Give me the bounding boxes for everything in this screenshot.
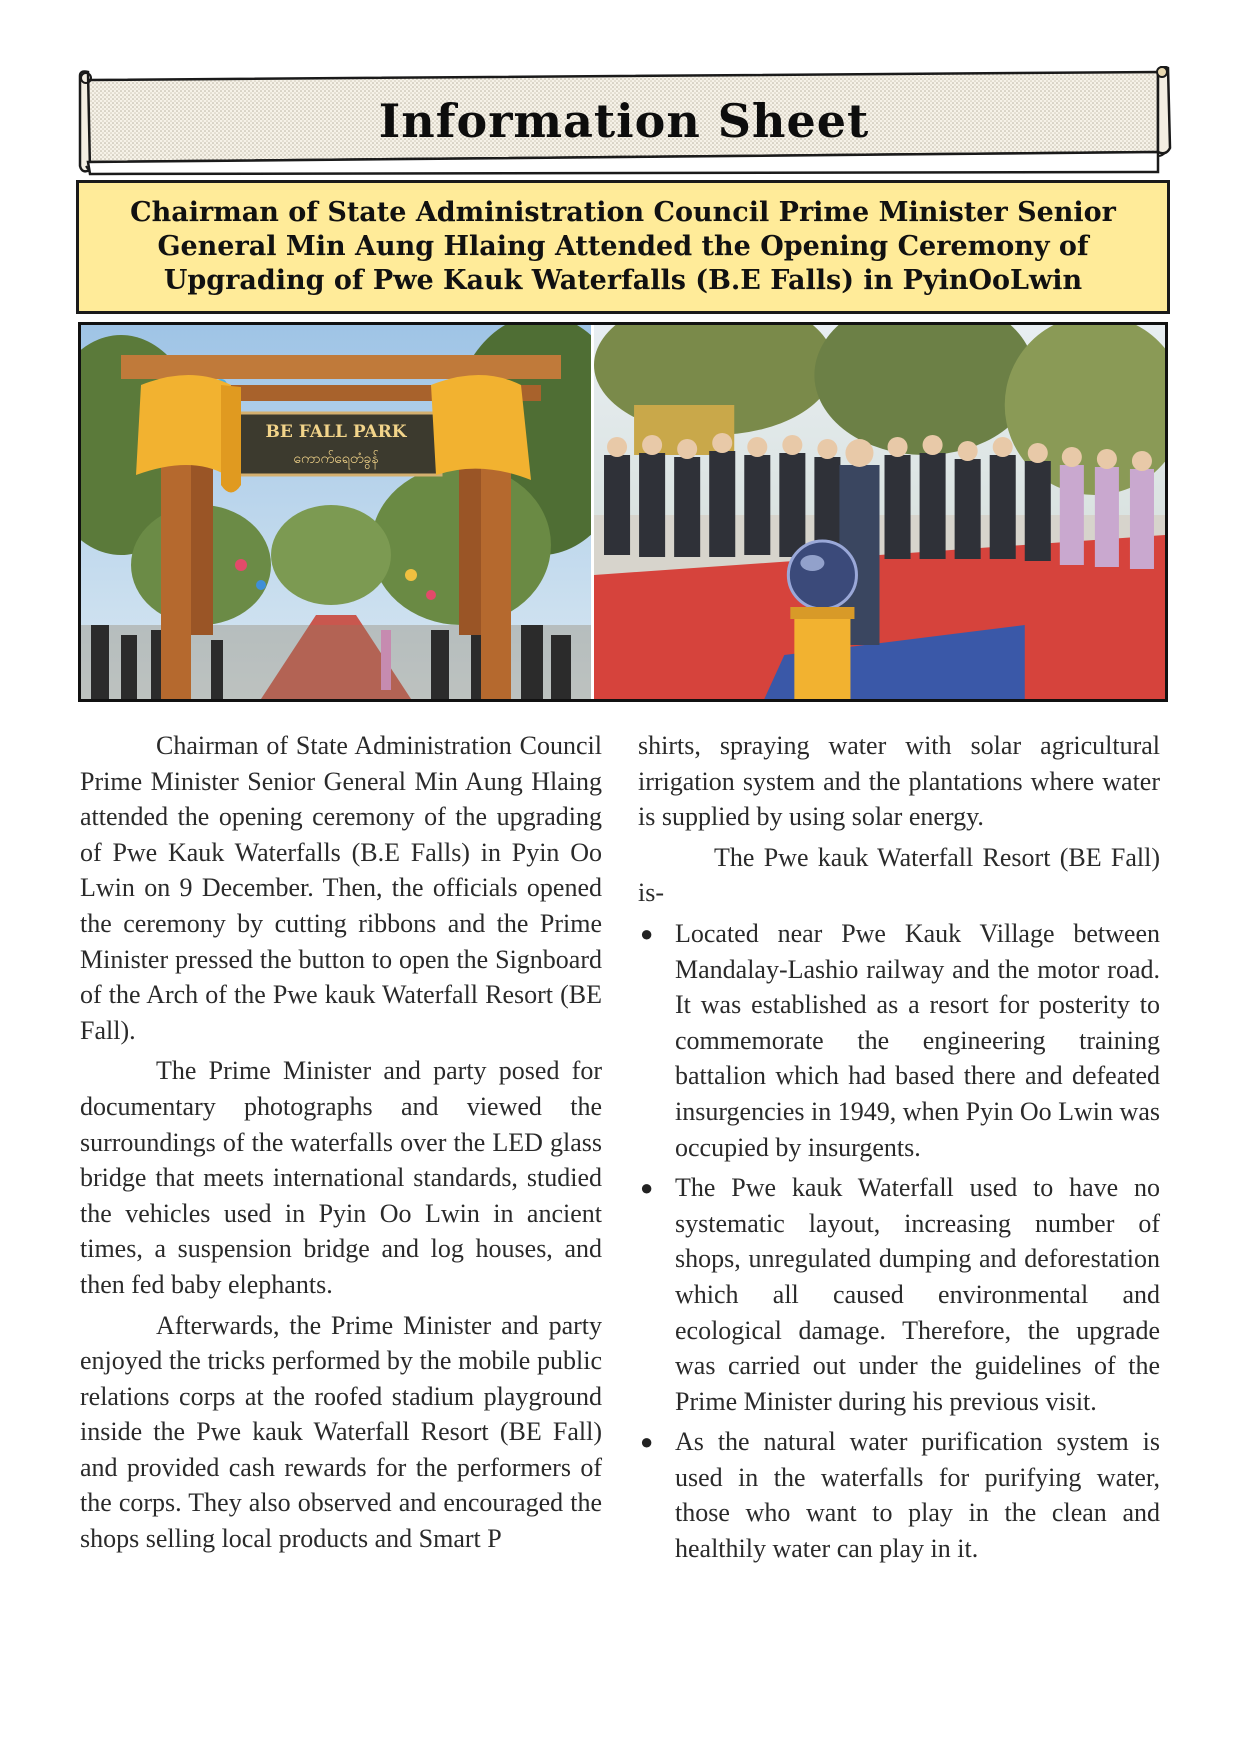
list-item xyxy=(638,1424,1160,1566)
sign-text-myanmar: ကောက်ရေတံခွန် xyxy=(293,451,379,467)
list-item xyxy=(638,1170,1160,1419)
photo-button-ceremony xyxy=(594,325,1165,699)
paragraph-continuation: shirts, spraying water with solar agricultural irrigation system and the plantations where water is supplied by using solar energy. xyxy=(638,731,1160,832)
resort-intro: The Pwe kauk Waterfall Resort (BE Fall) is- xyxy=(638,842,1160,908)
title-banner xyxy=(76,66,1172,178)
list-item-text: As the natural water purification system is used in the waterfalls for purifying water, those who want to play in the clean and healthily water can play in it. xyxy=(675,1427,1160,1564)
sign-text-english: BE FALL PARK xyxy=(265,422,407,442)
paragraph: The Prime Minister and party posed for documentary photographs and viewed the surroundings of the waterfalls over the LED glass bridge that meets international standards, studied the vehicles used in Pyin Oo Lwin in ancient times, a suspension bridge and log houses, and then fed baby elephants. xyxy=(80,1056,602,1299)
photo-arch-gate xyxy=(81,325,594,699)
list-item-text: The Pwe kauk Waterfall used to have no systematic layout, increasing number of shops, unregulated dumping and deforestation which all caused environmental and ecological damage. Therefore, the upgrade was carried out under the guidelines of the Prime Minister during his previous visit. xyxy=(675,1173,1160,1416)
paragraph: Chairman of State Administration Council Prime Minister Senior General Min Aung Hlaing attended the opening ceremony of the upgrading of Pwe Kauk Waterfalls (B.E Falls) in Pyin Oo Lwin on 9 December. Then, the officials opened the ceremony by cutting ribbons and the Prime Minister pressed the button to open the Signboard of the Arch of the Pwe kauk Waterfall Resort (BE Fall). xyxy=(80,731,602,1045)
body-column-left xyxy=(80,728,602,1562)
headline-box xyxy=(76,180,1170,314)
bullet-icon: ● xyxy=(640,1175,654,1201)
list-item xyxy=(638,916,1160,1165)
ceremony-illustration xyxy=(594,325,1165,699)
photo-strip xyxy=(78,322,1168,702)
resort-facts-list xyxy=(638,916,1160,1567)
arch-gate-illustration xyxy=(81,325,591,699)
bullet-icon: ● xyxy=(640,920,654,946)
headline-text: Chairman of State Administration Council Prime Minister Senior General Min Aung Hlaing Attended the Opening Ceremony of Upgrading of Pwe Kauk Waterfalls (B.E Falls) in PyinOoLwin xyxy=(130,197,1116,296)
page-title: Information Sheet xyxy=(378,94,870,148)
list-item-text: Located near Pwe Kauk Village between Mandalay-Lashio railway and the motor road. It was established as a resort for posterity to commemorate the engineering training battalion which had based there and defeated insurgencies in 1949, when Pyin Oo Lwin was occupied by insurgents. xyxy=(675,918,1160,1162)
bullet-icon: ● xyxy=(640,1429,654,1455)
paragraph: Afterwards, the Prime Minister and party enjoyed the tricks performed by the mobile public relations corps at the roofed stadium playground inside the Pwe kauk Waterfall Resort (BE Fall) and provided cash rewards for the performers of the corps. They also observed and encouraged the shops selling local products and Smart P xyxy=(80,1310,602,1554)
body-column-right xyxy=(638,728,1160,1572)
